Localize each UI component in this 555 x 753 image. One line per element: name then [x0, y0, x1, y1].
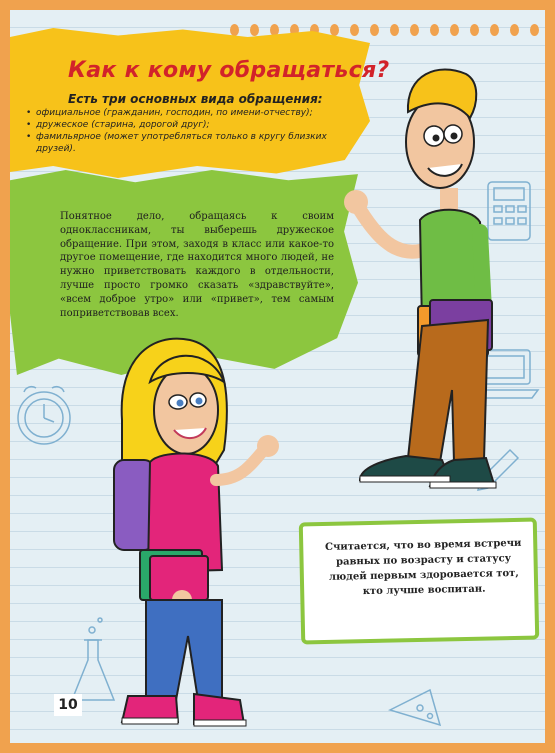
tip-text: Считается, что во время встречи равных по возрасту и статусу людей первым здоровается тот, кто лучше воспитан.	[324, 537, 522, 598]
list-item: • официальное (гражданин, господин, по имени-отчеству);	[26, 107, 356, 119]
list-item: • фамильярное (может употребляться только в кругу близких друзей).	[26, 131, 356, 155]
page-number: 10	[54, 694, 82, 716]
book-page	[10, 10, 545, 743]
page-title: Как к кому обращаться?	[68, 58, 390, 83]
page-subtitle: Есть три основных вида обращения:	[68, 92, 323, 106]
tip-box	[299, 518, 540, 645]
main-paragraph: Понятное дело, обращаясь к своим одноклассникам, ты выберешь дружеское обращение. При этом, заходя в класс или какое-то другое помещение, где находится много людей, не нужно приветствовать каждого в отдельности, лучше просто громко сказать «здравствуйте», «всем доброе утро» или «привет», тем самым поприветствовав всех.	[60, 211, 334, 319]
list-item: • дружеское (старина, дорогой друг);	[26, 119, 356, 131]
